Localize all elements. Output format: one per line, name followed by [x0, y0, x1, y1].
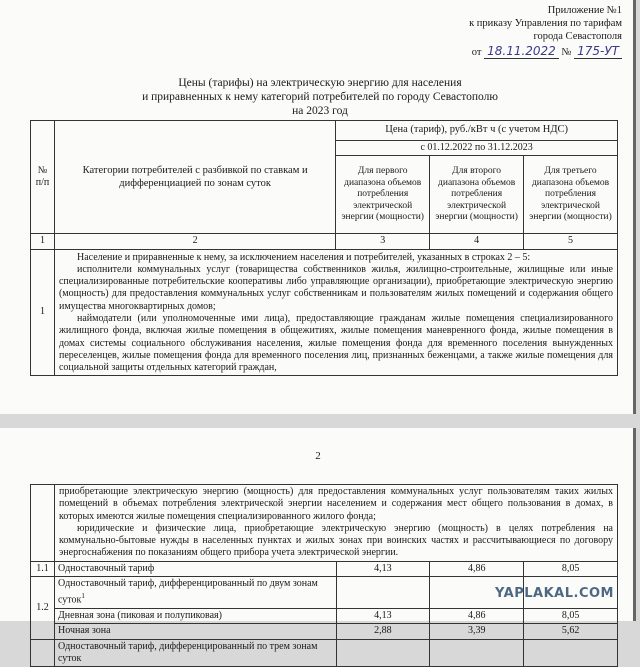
row-num: 1.2: [31, 577, 55, 640]
table-row: [31, 609, 618, 624]
row-value-2: 3,39: [430, 624, 524, 639]
empty-cell: [31, 639, 55, 667]
header-range-2: Для второго диапазона объемов потребления электрической энергии (мощности): [430, 156, 524, 234]
row-value-2: 4,86: [430, 561, 524, 576]
row-name: Одноставочный тариф: [54, 561, 336, 576]
tariff-table: [30, 120, 618, 376]
row-name-text: Одноставочный тариф, дифференцированный по двум зонам суток: [57, 578, 318, 606]
cont-num-cell: [31, 485, 55, 562]
row-value-2: 4,86: [430, 609, 524, 624]
header-period: с 01.12.2022 по 31.12.2023: [336, 141, 618, 156]
row-1-para-2: исполнители коммунальных услуг (товарищества собственников жилья, жилищно-строительные, жилищные или иные специализированные потребительские кооперативы либо управляющие организации), приобретающие электрическую энергию (мощность) для предоставления коммунальных услуг собственникам и пользователям жилых помещений и содержания общего имущества многоквартирных домов;: [58, 263, 613, 312]
row-value-3: 8,05: [524, 561, 618, 576]
header-price: Цена (тариф), руб./кВт ч (с учетом НДС): [336, 121, 618, 141]
cont-para-1: приобретающие электрическую энергию (мощность) для предоставления коммунальных услуг пользователям таких жилых помещений в объемах потребления электрической энергии населением и содержания мест общего пользования в домах, в которых имеются жилые помещения специализированного жилого фонда;: [58, 486, 613, 522]
approval-date-line: [469, 45, 622, 59]
colnum-2: 2: [54, 234, 335, 249]
row-value-3: 8,05: [524, 609, 618, 624]
title-line-3: на 2023 год: [292, 105, 348, 117]
document-title: [60, 76, 580, 118]
header-num: № п/п: [31, 121, 55, 234]
approval-date: 18.11.2022: [484, 44, 559, 59]
empty-cell: [430, 639, 524, 667]
approval-block: [469, 4, 622, 59]
header-category: Категории потребителей с разбивкой по ставкам и дифференциацией по зонам суток: [54, 121, 335, 234]
approval-line-2: к приказу Управления по тарифам: [469, 18, 622, 29]
title-line-1: Цены (тарифы) на электрическую энергию для населения: [178, 77, 462, 89]
row-value-1: 2,88: [336, 624, 430, 639]
empty-cell: [336, 639, 430, 667]
page-number: 2: [315, 450, 321, 462]
row-value-1: 4,13: [336, 561, 430, 576]
row-num: 1.1: [31, 561, 55, 576]
document-page-2: [0, 428, 636, 664]
row-name: Одноставочный тариф, дифференцированный по трем зонам суток: [54, 639, 336, 667]
from-label: от: [471, 47, 482, 58]
row-name: Дневная зона (пиковая и полупиковая): [54, 609, 336, 624]
approval-line-3: города Севастополя: [533, 31, 622, 42]
approval-number: 175-УТ: [574, 44, 622, 59]
colnum-1: 1: [31, 234, 55, 249]
row-name: [54, 577, 336, 609]
row-1-description: [54, 249, 617, 375]
number-label: №: [561, 47, 572, 58]
colnum-4: 4: [430, 234, 524, 249]
cont-para-2: юридические и физические лица, приобретающие электрическую энергию (мощность) в целях потребления на коммунально-бытовые нужды в населенных пунктах и жилых зонах при воинских частях и рассчитывающиеся по договору энергоснабжения по показаниям общего прибора учета электрической энергии.: [58, 522, 613, 559]
row-1-para-1: Население и приравненные к нему, за исключением населения и потребителей, указанных в строках 2 – 5:: [76, 251, 531, 263]
row-value-1: 4,13: [336, 609, 430, 624]
tariff-table-continued: [30, 484, 618, 667]
cont-description: [54, 485, 617, 562]
table-row: [31, 561, 618, 576]
table-row: [31, 624, 618, 639]
row-1-num: 1: [31, 249, 55, 375]
table-row: [31, 639, 618, 667]
page-edge-line: [633, 0, 636, 414]
approval-line-1: Приложение №1: [547, 5, 622, 16]
row-name: Ночная зона: [54, 624, 336, 639]
empty-cell: [524, 639, 618, 667]
header-range-1: Для первого диапазона объемов потребления электрической энергии (мощности): [336, 156, 430, 234]
row-value-3: 5,62: [524, 624, 618, 639]
footnote-mark: 1: [81, 592, 85, 601]
empty-cell: [336, 577, 430, 609]
header-range-3: Для третьего диапазона объемов потребления электрической энергии (мощности): [524, 156, 618, 234]
title-line-2: и приравненных к нему категорий потребителей по городу Севастополю: [142, 91, 498, 103]
watermark-logo: YAPLAKAL.COM: [495, 586, 614, 601]
colnum-3: 3: [336, 234, 430, 249]
row-1-para-3: наймодатели (или уполномоченные ими лица), предоставляющие гражданам жилые помещения специализированного жилищного фонда, включая жилые помещения в общежитиях, жилые помещения маневренного фонда, жилые помещения в домах системы социального обслуживания населения, жилые помещения фонда для временного поселения вынужденных переселенцев, жилые помещения фонда для временного поселения лиц, признанных беженцами, а также жилые помещения для социальной защиты отдельных категорий граждан,: [58, 313, 613, 374]
colnum-5: 5: [524, 234, 618, 249]
